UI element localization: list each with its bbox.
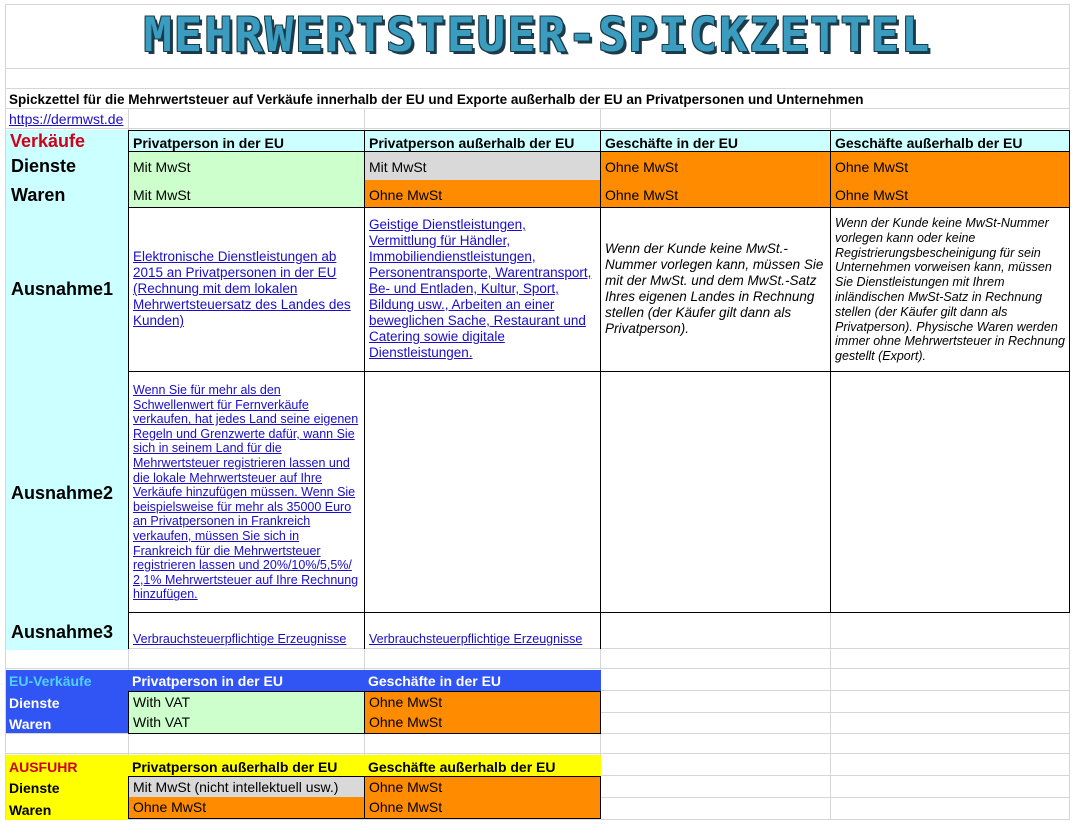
header-business-eu: Geschäfte in der EU — [600, 130, 830, 152]
ausnahme1-private-eu-text[interactable]: Elektronische Dienstleistungen ab 2015 an Privatpersonen in der EU (Rechnung mit dem lokalen Mehrwertsteuersatz des Landes des Kunden) — [133, 249, 351, 328]
eu-sales-corner-label: EU-Verkäufe — [9, 673, 92, 689]
eu-cell-waren-private[interactable]: With VAT — [128, 712, 364, 734]
ausnahme3-private-non-eu-text[interactable]: Verbrauchsteuerpflichtige Erzeugnisse — [369, 632, 583, 646]
cell-dienste-business-non-eu[interactable]: Ohne MwSt — [830, 152, 1070, 181]
cell-ausnahme2-private-eu[interactable] — [128, 371, 364, 613]
ausnahme2-private-eu-text[interactable]: Wenn Sie für mehr als den Schwellenwert für Fernverkäufe verkaufen, hat jedes Land seine eigenen Regeln und Grenzwerte dafür, wann Sie sich in seinem Land für die Mehrwertsteuer registrieren lassen und die lokale Mehrwertsteuer auf Ihre Verkäufe hinzufügen müssen. Wenn Sie beispielsweise für mehr als 35000 Euro an Privatpersonen in Frankreich verkaufen, müssen Sie sich in Frankreich für die Mehrwertsteuer registrieren lassen und 20%/10%/5,5%/ 2,1% Mehrwertsteuer auf Ihre Rechnung hinzufügen. — [133, 383, 359, 602]
export-cell-waren-business[interactable]: Ohne MwSt — [364, 797, 601, 819]
cell-ausnahme2-private-non-eu — [364, 371, 600, 613]
cell-waren-business-non-eu[interactable]: Ohne MwSt — [830, 180, 1070, 208]
eu-cell-dienste-private[interactable]: With VAT — [128, 691, 364, 713]
row-label-dienste: Dienste — [11, 155, 77, 176]
cell-ausnahme1-private-non-eu[interactable] — [364, 207, 600, 372]
eu-header-private-eu: Privatperson in der EU — [132, 673, 283, 689]
header-business-non-eu: Geschäfte außerhalb der EU — [830, 130, 1070, 152]
export-cell-dienste-business[interactable]: Ohne MwSt — [364, 776, 601, 798]
eu-cell-waren-business[interactable]: Ohne MwSt — [364, 712, 601, 734]
cell-waren-private-non-eu[interactable]: Ohne MwSt — [364, 180, 600, 208]
eu-row-label-waren: Waren — [9, 716, 52, 732]
row-label-ausnahme2: Ausnahme2 — [11, 482, 114, 503]
title-banner — [6, 5, 1069, 65]
cell-dienste-private-non-eu[interactable]: Mit MwSt — [364, 152, 600, 181]
export-row-label-dienste: Dienste — [9, 780, 60, 796]
cell-ausnahme1-business-non-eu — [830, 207, 1070, 372]
cell-waren-private-eu[interactable]: Mit MwSt — [128, 180, 364, 208]
ausnahme1-business-eu-text: Wenn der Kunde keine MwSt.-Nummer vorlegen kann, müssen Sie mit der MwSt. und dem MwSt.-Satz Ihres eigenen Landes in Rechnung stellen (der Käufer gilt dann als Privatperson). — [605, 241, 824, 336]
page-title: MEHRWERTSTEUER-SPICKZETTEL — [143, 7, 932, 63]
cell-ausnahme3-private-non-eu[interactable] — [364, 612, 601, 649]
row-label-waren: Waren — [11, 184, 66, 205]
eu-cell-dienste-business[interactable]: Ohne MwSt — [364, 691, 601, 713]
ausnahme1-private-non-eu-text[interactable]: Geistige Dienstleistungen, Vermittlung für Händler, Immobiliendienstleistungen, Personentransporte, Warentransport, Be- und Entladen, Kultur, Sport, Bildung usw., Arbeiten an einer beweglichen Sache, Restaurant und Catering sowie digitale Dienstleistungen. — [369, 217, 592, 360]
ausnahme3-private-eu-text[interactable]: Verbrauchsteuerpflichtige Erzeugnisse — [133, 632, 347, 646]
sales-corner-label: Verkäufe — [10, 131, 86, 151]
ausnahme1-business-non-eu-text: Wenn der Kunde keine MwSt-Nummer vorlegen kann oder keine Registrierungsbescheinigung für sein Unternehmen vorweisen kann, müssen Sie Dienstleistungen mit Ihrem inländischen MwSt-Satz in Rechnung stellen (der Käufer gilt dann als Privatperson). Physische Waren werden immer ohne Mehrwertsteuer in Rechnung gestellt (Export). — [835, 216, 1065, 364]
export-cell-dienste-private[interactable]: Mit MwSt (nicht intellektuell usw.) — [128, 776, 364, 798]
cell-ausnahme1-business-eu — [600, 207, 830, 372]
export-corner-label: AUSFUHR — [9, 759, 78, 775]
website-link[interactable]: https://dermwst.de — [9, 111, 124, 127]
eu-header-business-eu: Geschäfte in der EU — [368, 673, 502, 689]
header-private-eu: Privatperson in der EU — [128, 130, 364, 152]
export-row-label-waren: Waren — [9, 802, 52, 818]
row-label-ausnahme1: Ausnahme1 — [11, 279, 114, 299]
cell-waren-business-eu[interactable]: Ohne MwSt — [600, 180, 830, 208]
cell-ausnahme2-business-eu — [600, 371, 830, 613]
export-cell-waren-private[interactable]: Ohne MwSt — [128, 797, 364, 819]
export-header-private: Privatperson außerhalb der EU — [132, 759, 338, 775]
subtitle: Spickzettel für die Mehrwertsteuer auf Verkäufe innerhalb der EU und Exporte außerhalb der EU an Privatpersonen und Unternehmen — [9, 92, 864, 107]
row-label-ausnahme3: Ausnahme3 — [11, 621, 114, 642]
cell-dienste-private-eu[interactable]: Mit MwSt — [128, 152, 364, 181]
cell-ausnahme1-private-eu[interactable] — [128, 207, 364, 372]
eu-row-label-dienste: Dienste — [9, 695, 60, 711]
header-private-non-eu: Privatperson außerhalb der EU — [364, 130, 600, 152]
cell-dienste-business-eu[interactable]: Ohne MwSt — [600, 152, 830, 181]
cell-ausnahme2-business-non-eu — [830, 371, 1070, 613]
export-header-business: Geschäfte außerhalb der EU — [368, 759, 556, 775]
cell-ausnahme3-private-eu[interactable] — [128, 612, 364, 649]
